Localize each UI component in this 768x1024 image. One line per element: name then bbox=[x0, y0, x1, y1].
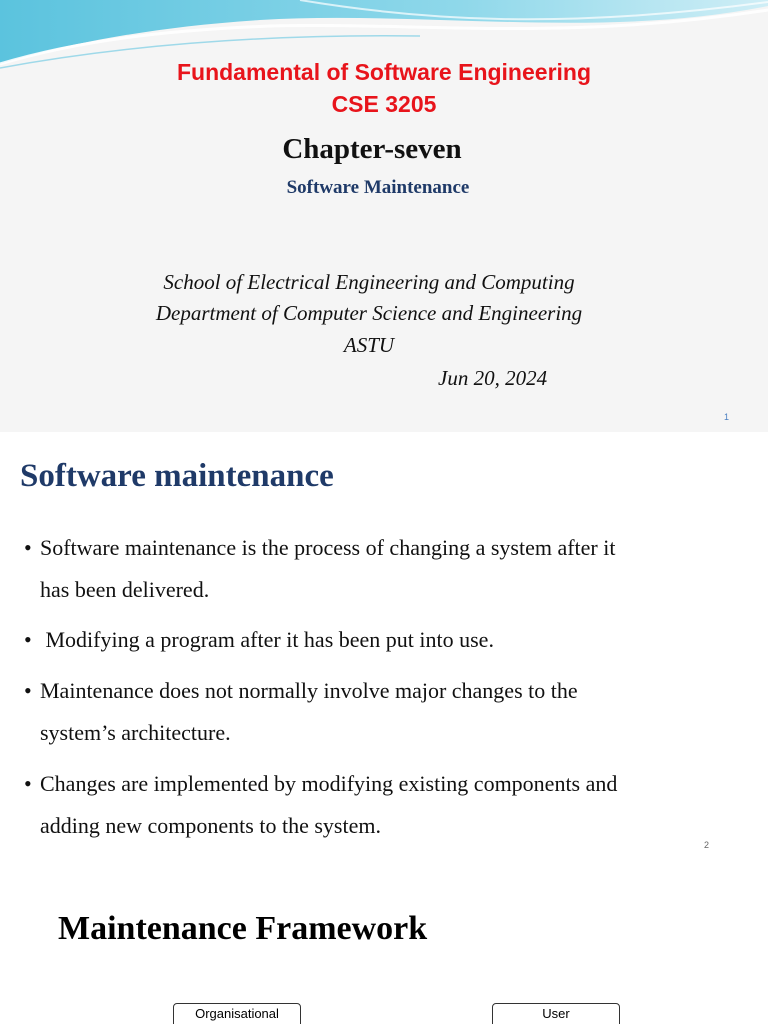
bullet-line: has been delivered. bbox=[40, 577, 210, 602]
bullet-line: Maintenance does not normally involve major changes to the bbox=[40, 678, 578, 703]
organisational-box: Organisational bbox=[173, 1003, 301, 1024]
bullet-item bbox=[22, 527, 752, 611]
bullet-line: Changes are implemented by modifying existing components and bbox=[40, 771, 618, 796]
chapter-topic: Software Maintenance bbox=[286, 177, 470, 198]
course-code: CSE 3205 bbox=[331, 91, 437, 117]
slide-heading: Maintenance Framework bbox=[58, 910, 428, 947]
bullet-line: Software maintenance is the process of changing a system after it bbox=[40, 535, 616, 560]
university-name: ASTU bbox=[343, 333, 395, 357]
bullet-icon: • bbox=[24, 627, 32, 652]
bullet-icon: • bbox=[24, 678, 32, 703]
bullet-line: Modifying a program after it has been put into use. bbox=[40, 627, 494, 652]
bullet-item bbox=[22, 763, 752, 847]
bullet-item bbox=[22, 619, 752, 661]
user-box: User bbox=[492, 1003, 620, 1024]
bullet-icon: • bbox=[24, 771, 32, 796]
content-slide bbox=[0, 432, 768, 864]
school-name: School of Electrical Engineering and Computing bbox=[163, 270, 575, 294]
bullet-item bbox=[22, 670, 752, 754]
page-number: 1 bbox=[724, 412, 730, 422]
title-slide bbox=[0, 0, 768, 432]
bullet-line: system’s architecture. bbox=[40, 720, 231, 745]
department-name: Department of Computer Science and Engineering bbox=[155, 301, 583, 325]
framework-slide bbox=[0, 864, 768, 1024]
bullet-line: adding new components to the system. bbox=[40, 813, 381, 838]
bullet-icon: • bbox=[24, 535, 32, 560]
presentation-date: Jun 20, 2024 bbox=[438, 366, 548, 390]
course-title: Fundamental of Software Engineering bbox=[176, 59, 592, 85]
slide-heading: Software maintenance bbox=[20, 458, 334, 494]
chapter-title: Chapter-seven bbox=[282, 133, 462, 165]
page-number: 2 bbox=[704, 840, 710, 850]
